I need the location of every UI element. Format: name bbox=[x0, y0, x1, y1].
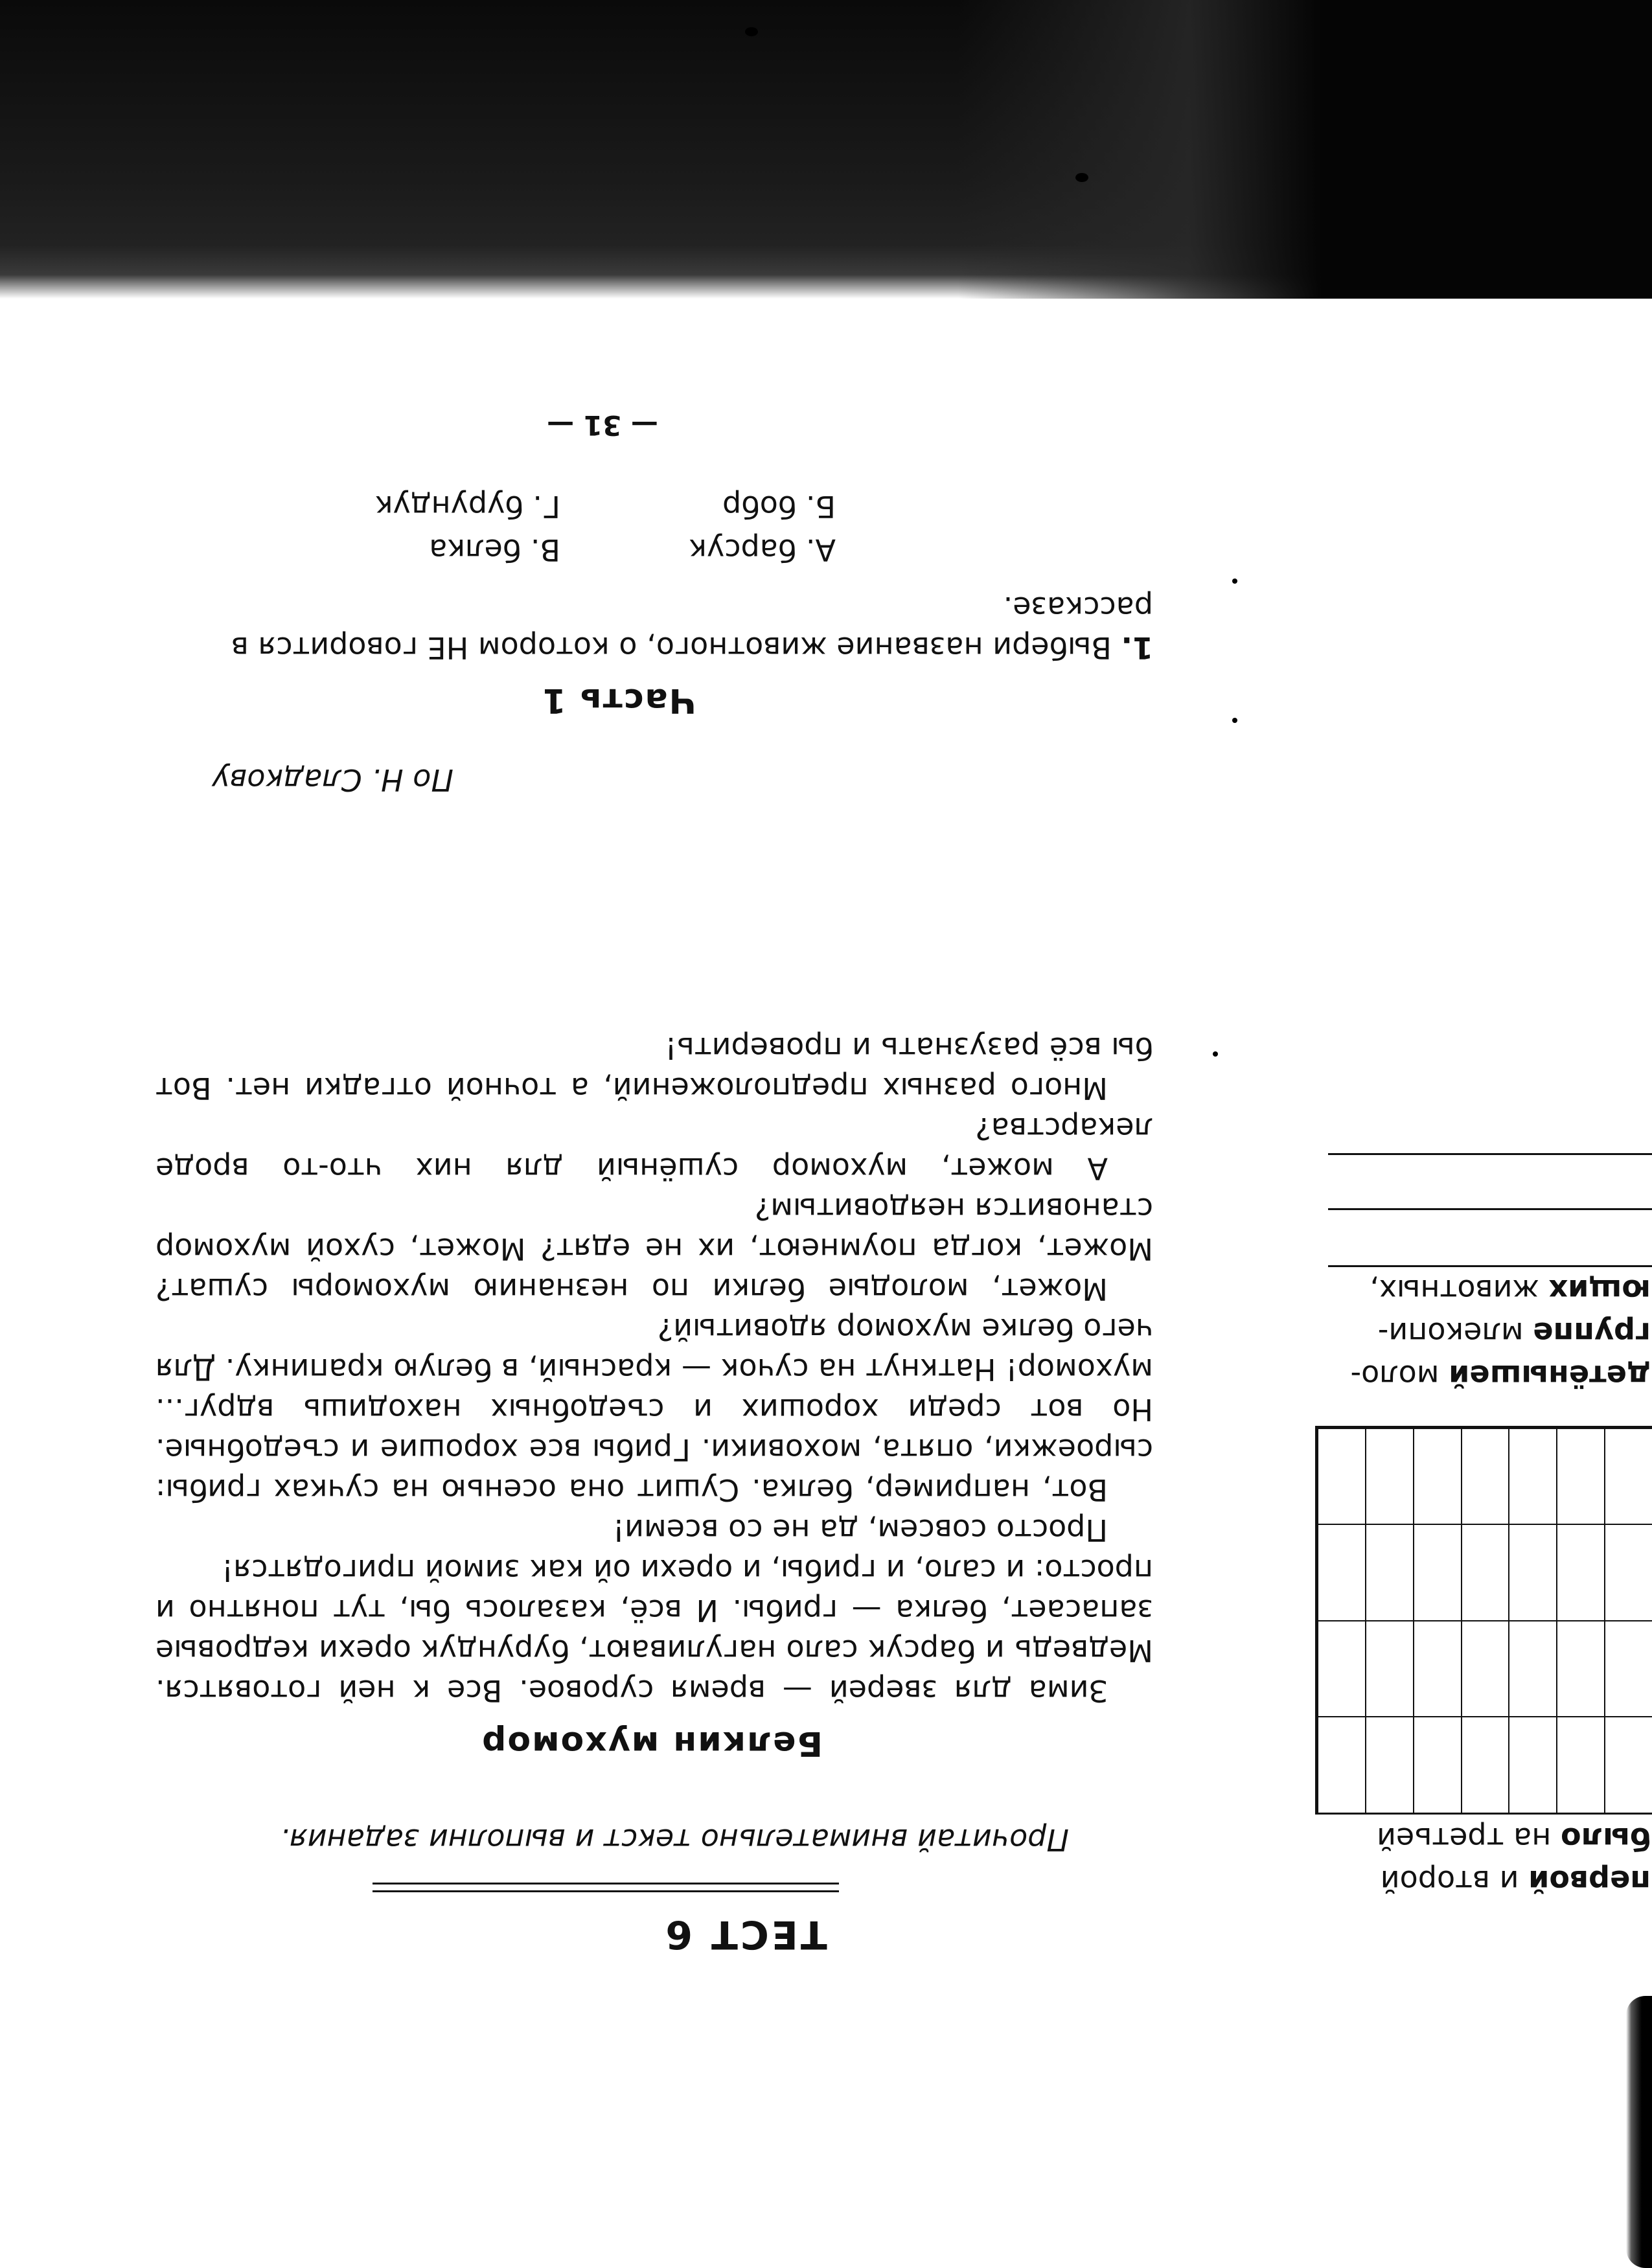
story-paragraph: А может, мухомор сушёный для них что-то вроде лекарства? bbox=[155, 1111, 1153, 1186]
answer-option-b[interactable] bbox=[722, 489, 836, 524]
story-paragraph: Зима для зверей — время суровое. Все к ней готовятся. Медведь и барсук сало нагуливают, бурундук орехи кедровые запасает, белка — грибы. И всё, казалось бы, тут понятно и просто: и сало, и грибы, и орехи ой как зимой пригодятся! bbox=[155, 1553, 1153, 1708]
previous-page-fragment: было на третьей bbox=[1377, 1821, 1651, 1856]
scan-speck bbox=[1232, 718, 1237, 723]
option-letter: Г. bbox=[533, 489, 560, 524]
answer-option-d[interactable] bbox=[375, 489, 560, 524]
title-rule bbox=[373, 1890, 839, 1892]
option-label: бобр bbox=[722, 489, 797, 524]
question-text: Выбери название животного, о котором НЕ говорится в рассказе. bbox=[231, 590, 1153, 665]
option-letter: Б. bbox=[805, 489, 836, 524]
previous-page-fragment: группе млекопи- bbox=[1377, 1316, 1651, 1351]
question-number: 1. bbox=[1121, 630, 1153, 665]
option-label: барсук bbox=[689, 533, 797, 567]
scan-speck bbox=[1232, 578, 1237, 584]
story-text bbox=[155, 1028, 1153, 1711]
title-rule bbox=[373, 1883, 839, 1884]
option-label: бурундук bbox=[374, 489, 523, 524]
option-label: белка bbox=[429, 533, 522, 567]
answer-option-a[interactable] bbox=[689, 533, 836, 567]
answer-line[interactable] bbox=[1328, 1208, 1652, 1210]
previous-page-fragment: ющих животных, bbox=[1370, 1273, 1651, 1308]
scan-speck bbox=[745, 27, 758, 36]
previous-page-fragment: первой и второй bbox=[1380, 1864, 1651, 1899]
answer-line[interactable] bbox=[1328, 1153, 1652, 1155]
scanner-edge-blob bbox=[1626, 1996, 1652, 2268]
scan-speck bbox=[1075, 173, 1088, 182]
option-letter: А. bbox=[805, 533, 836, 567]
story-paragraph: Вот, например, белка. Сушит она осенью на сучках грибы: сыроежки, опята, моховики. Грибы все хорошие и съедобные. Но вот среди хороших и съедобных находишь вдруг... мухомор! Наткнут на сучок — красный, в белую крапинку. Для чего белке мухомор ядовитый? bbox=[155, 1312, 1153, 1507]
answer-line[interactable] bbox=[1328, 1265, 1652, 1267]
story-paragraph: Может, молодые белки по незнанию мухоморы сушат? Может, когда поумнеют, их не едят? Может, сухой мухомор становится неядовитым? bbox=[155, 1191, 1153, 1307]
part-title: Часть 1 bbox=[541, 681, 696, 720]
answer-grid[interactable] bbox=[1315, 1426, 1652, 1815]
story-paragraph: Просто совсем, да не со всеми! bbox=[612, 1513, 1108, 1548]
scanner-shadow-gradient bbox=[0, 0, 1652, 299]
page-number: — 31 — bbox=[547, 409, 658, 441]
question-1 bbox=[155, 588, 1153, 668]
story-paragraph: Много разных предположений, а точной отгадки нет. Вот бы всё разузнать и проверить! bbox=[155, 1031, 1153, 1106]
scan-speck bbox=[1213, 1051, 1218, 1057]
test-title: ТЕСТ 6 bbox=[663, 1912, 827, 1957]
story-author: По Н. Сладкову bbox=[212, 762, 453, 797]
story-title: Белкин мухомор bbox=[481, 1724, 823, 1763]
previous-page-fragment: детёнышей моло- bbox=[1350, 1358, 1651, 1393]
instruction-text: Прочитай внимательно текст и выполни задания. bbox=[280, 1822, 1069, 1857]
option-letter: В. bbox=[530, 533, 560, 567]
answer-option-c[interactable] bbox=[429, 533, 560, 567]
scanner-shadow-band bbox=[0, 0, 1652, 299]
